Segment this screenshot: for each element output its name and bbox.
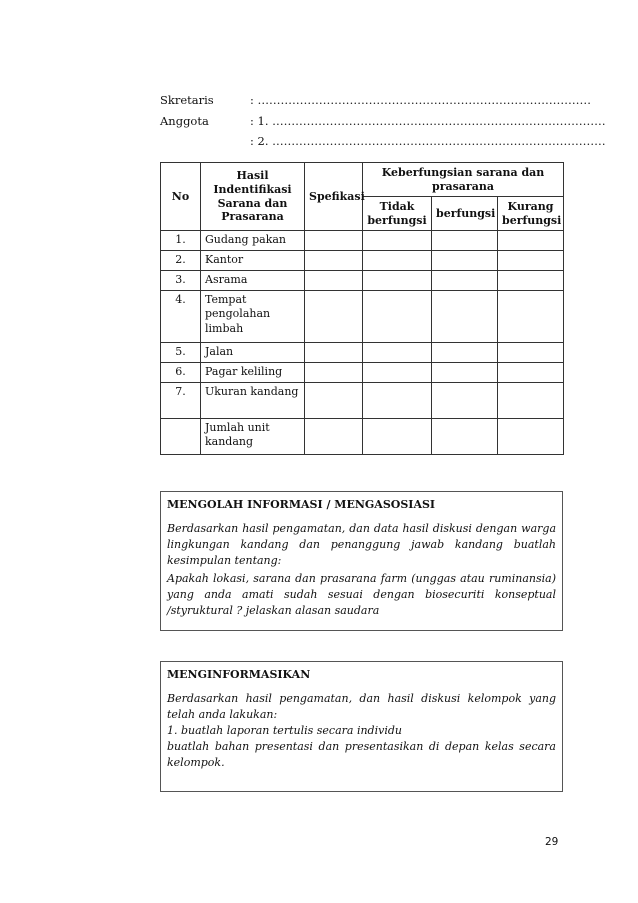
anggota-value-1: : 1. ……………………………………………………………………………	[250, 114, 606, 128]
cell-kurang[interactable]	[498, 343, 564, 363]
table-row	[161, 271, 564, 291]
cell-berfungsi[interactable]	[432, 419, 498, 455]
cell-tidak[interactable]	[363, 291, 432, 343]
cell-kurang[interactable]	[498, 419, 564, 455]
box-body	[161, 515, 562, 623]
cell-tidak[interactable]	[363, 343, 432, 363]
cell-spefikasi[interactable]	[305, 231, 363, 251]
cell-berfungsi[interactable]	[432, 231, 498, 251]
cell-kurang[interactable]	[498, 271, 564, 291]
row-no: 6.	[161, 363, 201, 383]
row-name: Asrama	[201, 271, 305, 291]
mengolah-informasi-box	[160, 491, 563, 631]
cell-tidak[interactable]	[363, 231, 432, 251]
row-name: Jalan	[201, 343, 305, 363]
cell-tidak[interactable]	[363, 271, 432, 291]
header-hasil: Hasil Indentifikasi Sarana dan Prasarana	[201, 163, 305, 231]
cell-kurang[interactable]	[498, 363, 564, 383]
row-no: 4.	[161, 291, 201, 343]
row-no: 2.	[161, 251, 201, 271]
row-no: 1.	[161, 231, 201, 251]
table-row	[161, 383, 564, 419]
header-keberfungsian: Keberfungsian sarana dan prasarana	[363, 163, 564, 197]
cell-spefikasi[interactable]	[305, 363, 363, 383]
anggota-value-2: : 2. ……………………………………………………………………………	[250, 134, 606, 148]
cell-berfungsi[interactable]	[432, 363, 498, 383]
cell-kurang[interactable]	[498, 383, 564, 419]
table-row	[161, 231, 564, 251]
box-paragraph: 1. buatlah laporan tertulis secara individu	[167, 723, 402, 737]
anggota-label: Anggota	[160, 114, 209, 128]
box-title: MENGINFORMASIKAN	[167, 668, 311, 681]
box-body	[161, 685, 562, 775]
cell-spefikasi[interactable]	[305, 383, 363, 419]
box-title: MENGOLAH INFORMASI / MENGASOSIASI	[167, 498, 436, 511]
cell-berfungsi[interactable]	[432, 383, 498, 419]
cell-tidak[interactable]	[363, 383, 432, 419]
table-row	[161, 251, 564, 271]
table-row	[161, 343, 564, 363]
cell-kurang[interactable]	[498, 291, 564, 343]
cell-spefikasi[interactable]	[305, 271, 363, 291]
row-no: 3.	[161, 271, 201, 291]
menginformasikan-box	[160, 661, 563, 792]
row-name: Ukuran kandang	[201, 383, 305, 419]
header-spefikasi: Spefikasi	[305, 163, 363, 231]
sekretaris-value: : ……………………………………………………………………………	[250, 93, 592, 107]
row-name: Pagar keliling	[201, 363, 305, 383]
cell-kurang[interactable]	[498, 251, 564, 271]
table-row	[161, 291, 564, 343]
cell-tidak[interactable]	[363, 363, 432, 383]
box-paragraph: Berdasarkan hasil pengamatan, dan data hasil diskusi dengan warga lingkungan kandang dan penanggung jawab kandang buatlah kesimpulan tentang:	[167, 522, 556, 567]
cell-spefikasi[interactable]	[305, 251, 363, 271]
row-no: 5.	[161, 343, 201, 363]
box-paragraph: Berdasarkan hasil pengamatan, dan hasil diskusi kelompok yang telah anda lakukan:	[167, 692, 556, 721]
page-number: 29	[545, 836, 559, 848]
cell-berfungsi[interactable]	[432, 291, 498, 343]
sekretaris-label: Skretaris	[160, 93, 214, 107]
box-paragraph: buatlah bahan presentasi dan presentasikan di depan kelas secara kelompok.	[167, 739, 556, 769]
header-kurang-berfungsi: Kurang berfungsi	[498, 197, 564, 231]
sarana-table	[160, 162, 564, 455]
row-no: 7.	[161, 383, 201, 419]
row-name: Kantor	[201, 251, 305, 271]
cell-tidak[interactable]	[363, 251, 432, 271]
cell-berfungsi[interactable]	[432, 271, 498, 291]
box-paragraph: Apakah lokasi, sarana dan prasarana farm (unggas atau ruminansia) yang anda amati sudah sesuai dengan biosecuriti konseptual /styruktural ? jelaskan alasan saudara	[167, 571, 556, 617]
cell-tidak[interactable]	[363, 419, 432, 455]
header-no: No	[161, 163, 201, 231]
header-tidak-berfungsi: Tidak berfungsi	[363, 197, 432, 231]
row-name: Jumlah unit kandang	[201, 419, 305, 455]
cell-berfungsi[interactable]	[432, 251, 498, 271]
cell-berfungsi[interactable]	[432, 343, 498, 363]
row-name: Tempat pengolahan limbah	[201, 291, 305, 343]
table-row	[161, 363, 564, 383]
row-name: Gudang pakan	[201, 231, 305, 251]
cell-kurang[interactable]	[498, 231, 564, 251]
cell-spefikasi[interactable]	[305, 291, 363, 343]
cell-spefikasi[interactable]	[305, 419, 363, 455]
cell-spefikasi[interactable]	[305, 343, 363, 363]
header-berfungsi: berfungsi	[432, 197, 498, 231]
row-no	[161, 419, 201, 455]
table-row	[161, 419, 564, 455]
